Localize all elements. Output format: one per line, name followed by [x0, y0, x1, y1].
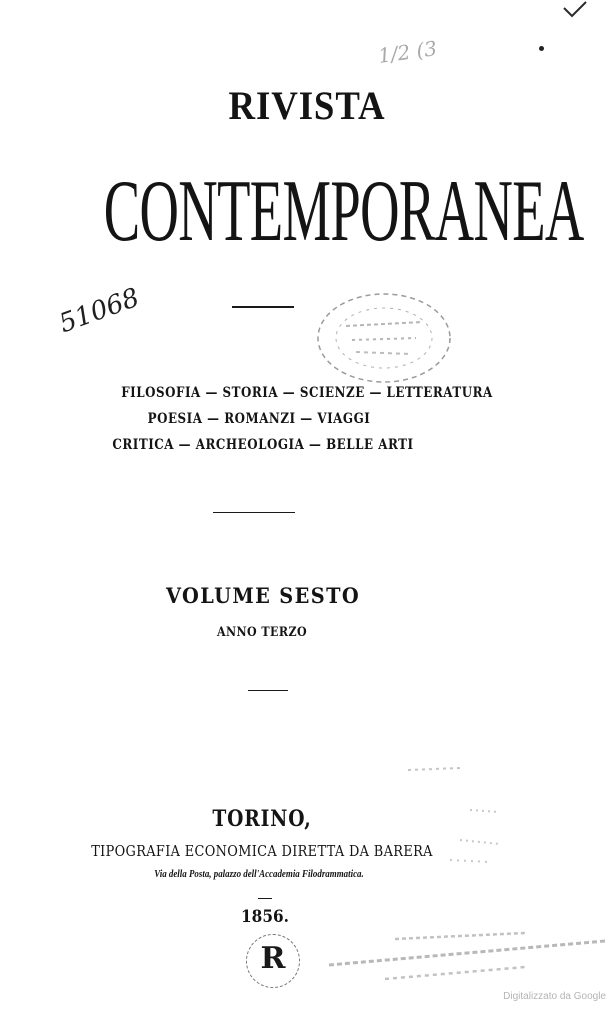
subjects-line-2: POESIA — ROMANZI — VIAGGI — [147, 411, 371, 427]
imprint-city: TORINO, — [212, 806, 312, 832]
divider-rule — [258, 898, 272, 899]
r-stamp-letter: R — [260, 941, 286, 976]
imprint-printer: TIPOGRAFIA ECONOMICA DIRETTA DA BARERA — [91, 842, 433, 860]
title-contemporanea: CONTEMPORANEA — [103, 163, 584, 260]
digitizer-watermark: Digitalizzato da Google — [503, 991, 606, 1002]
imprint-year: 1856. — [241, 907, 289, 927]
subjects-line-1: FILOSOFIA — STORIA — SCIENZE — LETTERATURA — [121, 385, 493, 401]
title-rivista: RIVISTA — [228, 83, 386, 128]
handwritten-catalog-number: 51068 — [55, 282, 144, 340]
handwritten-shelf-mark: 1/2 (3 — [376, 36, 439, 68]
volume-year: ANNO TERZO — [216, 625, 308, 640]
faded-library-association-stamp — [325, 925, 610, 985]
subjects-line-3: CRITICA — ARCHEOLOGIA — BELLE ARTI — [112, 437, 414, 453]
library-oval-stamp — [312, 288, 457, 388]
divider-rule — [232, 306, 294, 308]
r-stamp — [246, 934, 300, 988]
volume-title: VOLUME SESTO — [165, 583, 361, 608]
divider-rule — [248, 690, 288, 691]
divider-rule — [213, 512, 295, 513]
corner-check-mark — [560, 0, 590, 22]
imprint-address: Via della Posta, palazzo dell'Accademia Filodrammatica. — [154, 869, 364, 880]
ink-dot — [539, 46, 544, 51]
